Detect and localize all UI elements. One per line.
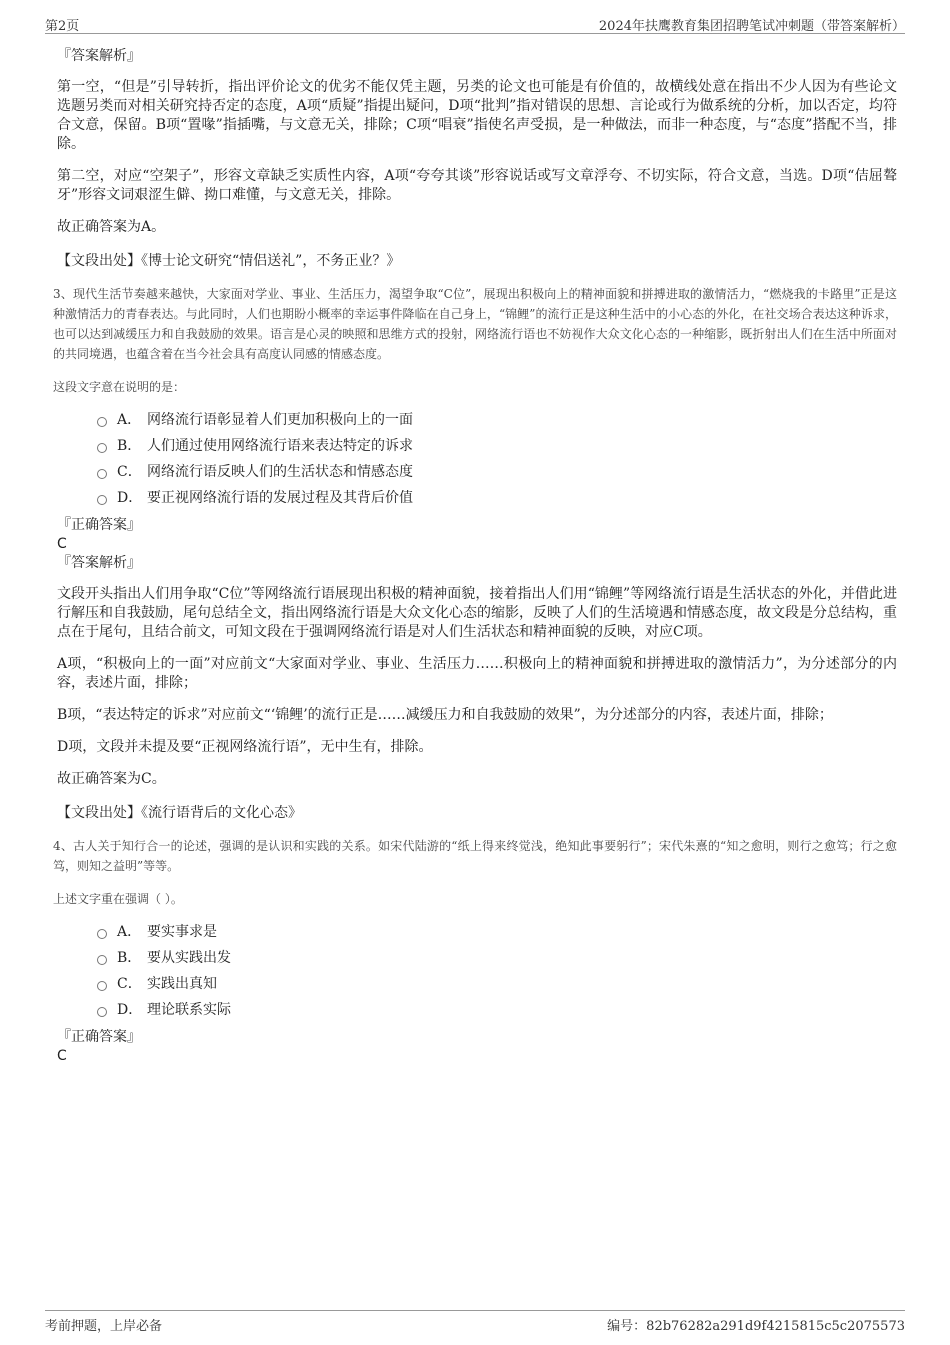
option-a[interactable]: A． 网络流行语彰显着人们更加积极向上的一面 bbox=[97, 407, 897, 433]
document-title: 2024年扶鹰教育集团招聘笔试冲刺题（带答案解析） bbox=[598, 19, 905, 34]
footer-slogan: 考前押题，上岸必备 bbox=[45, 1319, 163, 1334]
analysis-paragraph: B项，“表达特定的诉求”对应前文“‘锦鲤’的流行正是……减缓压力和自我鼓励的效果”，为分述部分的内容，表述片面，排除； bbox=[57, 707, 833, 723]
analysis-paragraph: D项，文段并未提及要“正视网络流行语”，无中生有，排除。 bbox=[57, 739, 433, 755]
page-number: 第2页 bbox=[45, 19, 80, 34]
source: 【文段出处】《流行语背后的文化心态》 bbox=[57, 805, 302, 821]
analysis-paragraph: A项，“积极向上的一面”对应前文“大家面对学业、事业、生活压力……积极向上的精神面貌和拼搏进取的激情活力”，为分述部分的内容，表述片面，排除； bbox=[57, 656, 897, 691]
document-code: 编号：82b76282a291d9f4215815c5c2075573 bbox=[607, 1319, 905, 1334]
analysis-label: 『答案解析』 bbox=[57, 48, 141, 64]
radio-icon[interactable] bbox=[97, 929, 107, 939]
analysis-label: 『答案解析』 bbox=[57, 555, 141, 571]
option-b[interactable]: B． 要从实践出发 bbox=[97, 945, 897, 971]
question-prompt: 这段文字意在说明的是： bbox=[53, 380, 186, 394]
radio-icon[interactable] bbox=[97, 981, 107, 991]
option-b[interactable]: B． 人们通过使用网络流行语来表达特定的诉求 bbox=[97, 433, 897, 459]
analysis-paragraph: 文段开头指出人们用争取“C位”等网络流行语展现出积极的精神面貌，接着指出人们用“锦鲤”等网络流行语是生活状态的外化，并借此进行解压和自我鼓励，尾句总结全文，指出网络流行语是大众文化心态的缩影，反映了人们的生活境遇和情感态度，故文段是分总结构，重点在于尾句，且结合前文，可知文段在于强调网络流行语是对人们生活状态和精神面貌的反映，对应C项。 bbox=[57, 586, 897, 640]
option-c[interactable]: C． 实践出真知 bbox=[97, 971, 897, 997]
option-d[interactable]: D． 要正视网络流行语的发展过程及其背后价值 bbox=[97, 485, 897, 511]
page-footer bbox=[45, 1310, 905, 1333]
option-list bbox=[57, 407, 897, 511]
radio-icon[interactable] bbox=[97, 443, 107, 453]
option-d[interactable]: D． 理论联系实际 bbox=[97, 997, 897, 1023]
page-header bbox=[45, 13, 905, 34]
radio-icon[interactable] bbox=[97, 417, 107, 427]
radio-icon[interactable] bbox=[97, 495, 107, 505]
option-c[interactable]: C． 网络流行语反映人们的生活状态和情感态度 bbox=[97, 459, 897, 485]
correct-answer-label: 『正确答案』 bbox=[57, 1029, 141, 1045]
analysis-paragraph: 第一空，“但是”引导转折，指出评价论文的优劣不能仅凭主题，另类的论文也可能是有价值的，故横线处意在指出不少人因为有些论文选题另类而对相关研究持否定的态度，A项“质疑”指提出疑问，D项“批判”指对错误的思想、言论或行为做系统的分析，加以否定，均符合文意，保留。B项“置喙”指插嘴，与文意无关，排除；C项“唱衰”指使名声受损，是一种做法，而非一种态度，与“态度”搭配不当，排除。 bbox=[57, 79, 897, 152]
question-stem: 3、现代生活节奏越来越快，大家面对学业、事业、生活压力，渴望争取“C位”，展现出积极向上的精神面貌和拼搏进取的激情活力，“燃烧我的卡路里”正是这种激情活力的青春表达。与此同时，人们也期盼小概率的幸运事件降临在自己身上，“锦鲤”的流行正是这种生活中的小心态的外化，在社交场合表达这种诉求，也可以达到减缓压力和自我鼓励的效果。语言是心灵的映照和思维方式的投射，网络流行语也不妨视作大众文化心态的一种缩影，既折射出人们在生活中所面对的共同境遇，也蕴含着在当今社会具有高度认同感的情感态度。 bbox=[53, 287, 897, 361]
source: 【文段出处】《博士论文研究“情侣送礼”，不务正业？》 bbox=[57, 253, 401, 269]
option-list bbox=[57, 919, 897, 1023]
conclusion: 故正确答案为C。 bbox=[57, 771, 166, 787]
page-content bbox=[53, 46, 897, 1065]
correct-answer: C bbox=[57, 1048, 67, 1064]
correct-answer: C bbox=[57, 536, 67, 552]
option-a[interactable]: A． 要实事求是 bbox=[97, 919, 897, 945]
correct-answer-label: 『正确答案』 bbox=[57, 517, 141, 533]
question-prompt: 上述文字重在强调（ ）。 bbox=[53, 892, 183, 906]
analysis-paragraph: 第二空，对应“空架子”，形容文章缺乏实质性内容，A项“夸夸其谈”形容说话或写文章浮夸、不切实际，符合文意，当选。D项“佶屈聱牙”形容文词艰涩生僻、拗口难懂，与文意无关，排除。 bbox=[57, 168, 897, 203]
radio-icon[interactable] bbox=[97, 469, 107, 479]
radio-icon[interactable] bbox=[97, 1007, 107, 1017]
conclusion: 故正确答案为A。 bbox=[57, 219, 166, 235]
radio-icon[interactable] bbox=[97, 955, 107, 965]
question-stem: 4、古人关于知行合一的论述，强调的是认识和实践的关系。如宋代陆游的“纸上得来终觉浅，绝知此事要躬行”；宋代朱熹的“知之愈明，则行之愈笃；行之愈笃，则知之益明”等等。 bbox=[53, 839, 897, 873]
